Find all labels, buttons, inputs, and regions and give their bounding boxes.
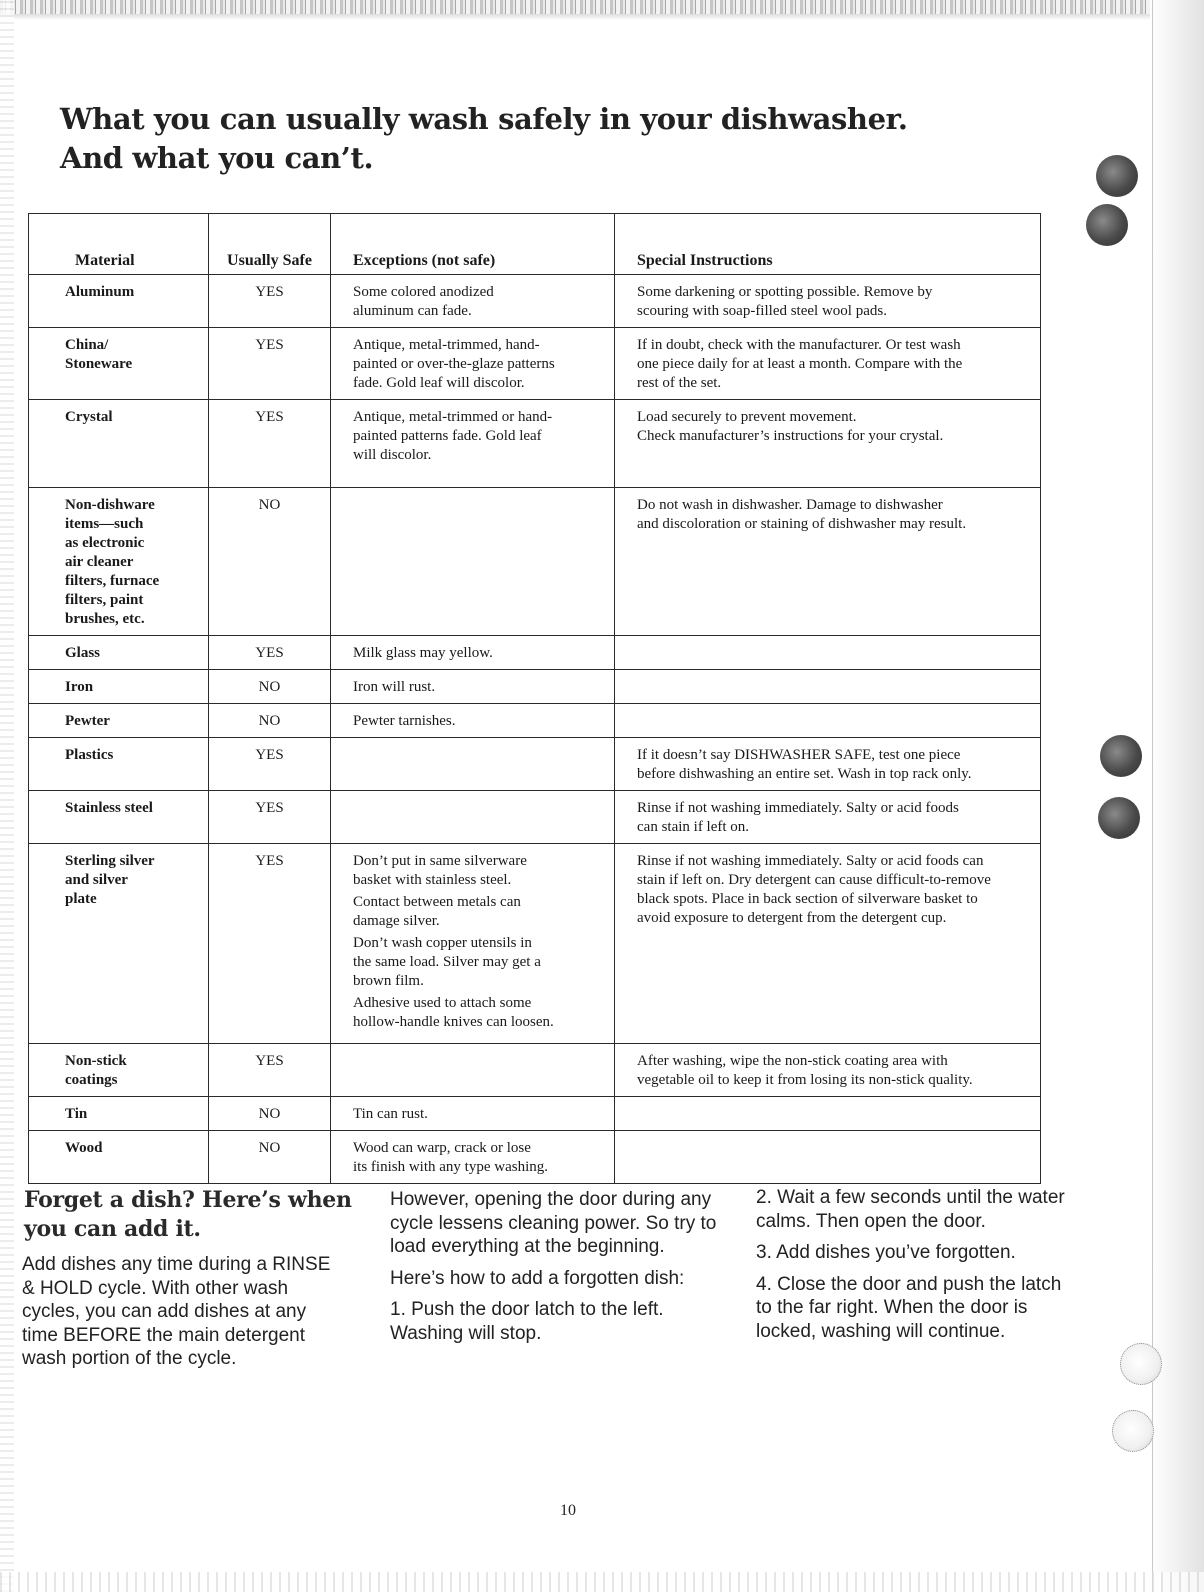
exceptions-cell <box>331 1097 615 1131</box>
special-instructions-cell <box>615 275 1041 328</box>
exceptions-cell <box>331 275 615 328</box>
special-instructions-cell <box>615 704 1041 738</box>
cell-text-line: Aluminum <box>65 284 135 300</box>
table-row <box>29 636 1041 670</box>
special-instructions-cell <box>615 400 1041 488</box>
usually-safe-cell <box>209 791 331 844</box>
special-instructions-cell <box>615 844 1041 1044</box>
special-instructions-cell <box>615 1131 1041 1184</box>
cell-text-line: air cleaner <box>65 554 134 570</box>
dishwasher-safety-table <box>28 213 1041 1184</box>
exception-item <box>353 893 604 931</box>
safe-value: YES <box>255 747 284 763</box>
cell-text-line: the same load. Silver may get a <box>353 954 541 970</box>
cell-text-line: Iron <box>65 679 94 695</box>
cell-text-line: Some darkening or spotting possible. Remove by <box>637 284 933 300</box>
safe-value: YES <box>255 645 284 661</box>
exception-item <box>353 994 604 1032</box>
exceptions-cell <box>331 1044 615 1097</box>
step-2: 2. Wait a few seconds until the water calms. Then open the door. <box>756 1187 1065 1232</box>
table-row <box>29 1097 1041 1131</box>
safe-value: NO <box>258 1140 281 1156</box>
header-usually-safe: Usually Safe <box>209 214 331 275</box>
safe-value: NO <box>258 497 281 513</box>
safe-value: YES <box>255 1053 284 1069</box>
cell-text-line: Antique, metal-trimmed, hand- <box>353 337 540 353</box>
binder-hole-icon <box>1112 1410 1154 1452</box>
usually-safe-cell <box>209 738 331 791</box>
cell-text-line: filters, furnace <box>65 573 160 589</box>
cell-text-line: will discolor. <box>353 447 432 463</box>
exceptions-cell <box>331 704 615 738</box>
cell-text-line: Plastics <box>65 747 114 763</box>
binder-hole-icon <box>1086 204 1128 246</box>
forgot-dish-column-3 <box>756 1186 1076 1351</box>
special-instructions-cell <box>615 791 1041 844</box>
usually-safe-cell <box>209 1097 331 1131</box>
material-cell <box>29 1044 209 1097</box>
usually-safe-cell <box>209 670 331 704</box>
exceptions-cell <box>331 844 615 1044</box>
special-instructions-cell <box>615 1044 1041 1097</box>
cell-text-line: its finish with any type washing. <box>353 1159 548 1175</box>
special-instructions-cell <box>615 670 1041 704</box>
paragraph: Here’s how to add a forgotten dish: <box>390 1267 685 1289</box>
material-cell <box>29 1131 209 1184</box>
cell-text-line: Some colored anodized <box>353 284 494 300</box>
usually-safe-cell <box>209 488 331 636</box>
cell-text-line: Antique, metal-trimmed or hand- <box>353 409 553 425</box>
exceptions-cell <box>331 328 615 400</box>
scan-edge-top <box>0 0 1204 14</box>
header-exceptions: Exceptions (not safe) <box>331 214 615 275</box>
cell-text-line: coatings <box>65 1072 118 1088</box>
header-material: Material <box>29 214 209 275</box>
cell-text-line: Wood can warp, crack or lose <box>353 1140 531 1156</box>
cell-text-line: China/ <box>65 337 109 353</box>
usually-safe-cell <box>209 275 331 328</box>
cell-text-line: vegetable oil to keep it from losing its non-stick quality. <box>637 1072 973 1088</box>
safe-value: YES <box>255 337 284 353</box>
cell-text-line: and silver <box>65 872 128 888</box>
cell-text-line: Don’t put in same silverware <box>353 853 527 869</box>
safe-value: NO <box>258 679 281 695</box>
cell-text-line: Pewter tarnishes. <box>353 713 456 729</box>
page-number: 10 <box>560 1502 576 1519</box>
exceptions-cell <box>331 738 615 791</box>
table-row <box>29 1044 1041 1097</box>
table-row <box>29 488 1041 636</box>
cell-text-line: Rinse if not washing immediately. Salty or acid foods <box>637 800 959 816</box>
binder-hole-icon <box>1096 155 1138 197</box>
safe-value: YES <box>255 853 284 869</box>
cell-text-line: Crystal <box>65 409 113 425</box>
table-row <box>29 400 1041 488</box>
table-body <box>29 275 1041 1184</box>
step-1: 1. Push the door latch to the left. Washing will stop. <box>390 1299 664 1344</box>
exception-item <box>353 852 604 890</box>
exceptions-cell <box>331 636 615 670</box>
step-3: 3. Add dishes you’ve forgotten. <box>756 1242 1016 1263</box>
page-title <box>60 100 1060 178</box>
table-row <box>29 1131 1041 1184</box>
cell-text-line: Adhesive used to attach some <box>353 995 532 1011</box>
material-cell <box>29 488 209 636</box>
scan-edge-bottom <box>0 1572 1204 1592</box>
table-row <box>29 328 1041 400</box>
forgot-dish-column-1 <box>22 1253 342 1379</box>
cell-text-line: Iron will rust. <box>353 679 436 695</box>
usually-safe-cell <box>209 328 331 400</box>
page-title-line-1: What you can usually wash safely in your dishwasher. <box>60 102 908 136</box>
cell-text-line: Tin can rust. <box>353 1106 428 1122</box>
material-cell <box>29 1097 209 1131</box>
special-instructions-cell <box>615 1097 1041 1131</box>
table-row <box>29 844 1041 1044</box>
forgot-dish-heading: Forget a dish? Here’s when you can add it. <box>24 1187 352 1242</box>
exception-item <box>353 934 604 991</box>
cell-text-line: Contact between metals can <box>353 894 521 910</box>
cell-text-line: items—such <box>65 516 144 532</box>
safe-value: YES <box>255 800 284 816</box>
cell-text-line: one piece daily for at least a month. Compare with the <box>637 356 963 372</box>
cell-text-line: brown film. <box>353 973 424 989</box>
cell-text-line: Do not wash in dishwasher. Damage to dishwasher <box>637 497 943 513</box>
cell-text-line: Tin <box>65 1106 88 1122</box>
step-4: 4. Close the door and push the latch to the far right. When the door is locked, washing will continue. <box>756 1273 1062 1342</box>
table-row <box>29 670 1041 704</box>
exceptions-cell <box>331 488 615 636</box>
material-cell <box>29 275 209 328</box>
cell-text-line: Don’t wash copper utensils in <box>353 935 532 951</box>
cell-text-line: Stainless steel <box>65 800 153 816</box>
header-special-instructions: Special Instructions <box>615 214 1041 275</box>
binder-hole-icon <box>1120 1343 1162 1385</box>
binder-hole-icon <box>1098 797 1140 839</box>
special-instructions-cell <box>615 328 1041 400</box>
usually-safe-cell <box>209 844 331 1044</box>
cell-text-line: Non-stick <box>65 1053 127 1069</box>
cell-text-line: After washing, wipe the non-stick coating area with <box>637 1053 948 1069</box>
material-cell <box>29 400 209 488</box>
exceptions-cell <box>331 400 615 488</box>
usually-safe-cell <box>209 1131 331 1184</box>
paragraph: Add dishes any time during a RINSE & HOLD cycle. With other wash cycles, you can add dishes at any time BEFORE the main detergent wash portion of the cycle. <box>22 1254 331 1369</box>
table-header-row <box>29 214 1041 275</box>
cell-text-line: painted or over-the-glaze patterns <box>353 356 555 372</box>
scan-edge-left <box>0 0 14 1592</box>
cell-text-line: Check manufacturer’s instructions for your crystal. <box>637 428 944 444</box>
cell-text-line: If in doubt, check with the manufacturer. Or test wash <box>637 337 961 353</box>
page-title-line-2: And what you can’t. <box>60 141 374 175</box>
cell-text-line: If it doesn’t say DISHWASHER SAFE, test one piece <box>637 747 961 763</box>
special-instructions-cell <box>615 738 1041 791</box>
special-instructions-cell <box>615 488 1041 636</box>
cell-text-line: filters, paint <box>65 592 144 608</box>
safe-value: YES <box>255 409 284 425</box>
cell-text-line: plate <box>65 891 97 907</box>
table-row <box>29 738 1041 791</box>
binder-hole-icon <box>1100 735 1142 777</box>
cell-text-line: Wood <box>65 1140 103 1156</box>
table-row <box>29 704 1041 738</box>
cell-text-line: rest of the set. <box>637 375 722 391</box>
exceptions-cell <box>331 1131 615 1184</box>
forgot-dish-column-2 <box>390 1188 720 1353</box>
table-row <box>29 791 1041 844</box>
material-cell <box>29 670 209 704</box>
cell-text-line: basket with stainless steel. <box>353 872 512 888</box>
cell-text-line: aluminum can fade. <box>353 303 472 319</box>
usually-safe-cell <box>209 704 331 738</box>
cell-text-line: can stain if left on. <box>637 819 750 835</box>
cell-text-line: Pewter <box>65 713 110 729</box>
material-cell <box>29 791 209 844</box>
material-cell <box>29 704 209 738</box>
safe-value: NO <box>258 1106 281 1122</box>
safe-value: NO <box>258 713 281 729</box>
cell-text-line: Glass <box>65 645 101 661</box>
cell-text-line: damage silver. <box>353 913 440 929</box>
paragraph: However, opening the door during any cycle lessens cleaning power. So try to load everything at the beginning. <box>390 1189 717 1257</box>
cell-text-line: hollow-handle knives can loosen. <box>353 1014 554 1030</box>
cell-text-line: and discoloration or staining of dishwasher may result. <box>637 516 967 532</box>
usually-safe-cell <box>209 400 331 488</box>
usually-safe-cell <box>209 636 331 670</box>
cell-text-line: Non-dishware <box>65 497 155 513</box>
exceptions-cell <box>331 670 615 704</box>
exceptions-cell <box>331 791 615 844</box>
material-cell <box>29 328 209 400</box>
cell-text-line: scouring with soap-filled steel wool pads. <box>637 303 887 319</box>
cell-text-line: brushes, etc. <box>65 611 145 627</box>
cell-text-line: painted patterns fade. Gold leaf <box>353 428 542 444</box>
cell-text-line: Stoneware <box>65 356 133 372</box>
safe-value: YES <box>255 284 284 300</box>
cell-text-line: Sterling silver <box>65 853 155 869</box>
cell-text-line: before dishwashing an entire set. Wash in top rack only. <box>637 766 972 782</box>
cell-text-line: fade. Gold leaf will discolor. <box>353 375 525 391</box>
cell-text-line: Load securely to prevent movement. <box>637 409 857 425</box>
material-cell <box>29 738 209 791</box>
material-cell <box>29 844 209 1044</box>
cell-text-line: Rinse if not washing immediately. Salty or acid foods can <box>637 853 984 869</box>
material-cell <box>29 636 209 670</box>
cell-text-line: stain if left on. Dry detergent can cause difficult-to-remove <box>637 872 991 888</box>
cell-text-line: Milk glass may yellow. <box>353 645 493 661</box>
cell-text-line: avoid exposure to detergent from the detergent cup. <box>637 910 947 926</box>
usually-safe-cell <box>209 1044 331 1097</box>
cell-text-line: as electronic <box>65 535 145 551</box>
cell-text-line: black spots. Place in back section of silverware basket to <box>637 891 978 907</box>
table-row <box>29 275 1041 328</box>
special-instructions-cell <box>615 636 1041 670</box>
